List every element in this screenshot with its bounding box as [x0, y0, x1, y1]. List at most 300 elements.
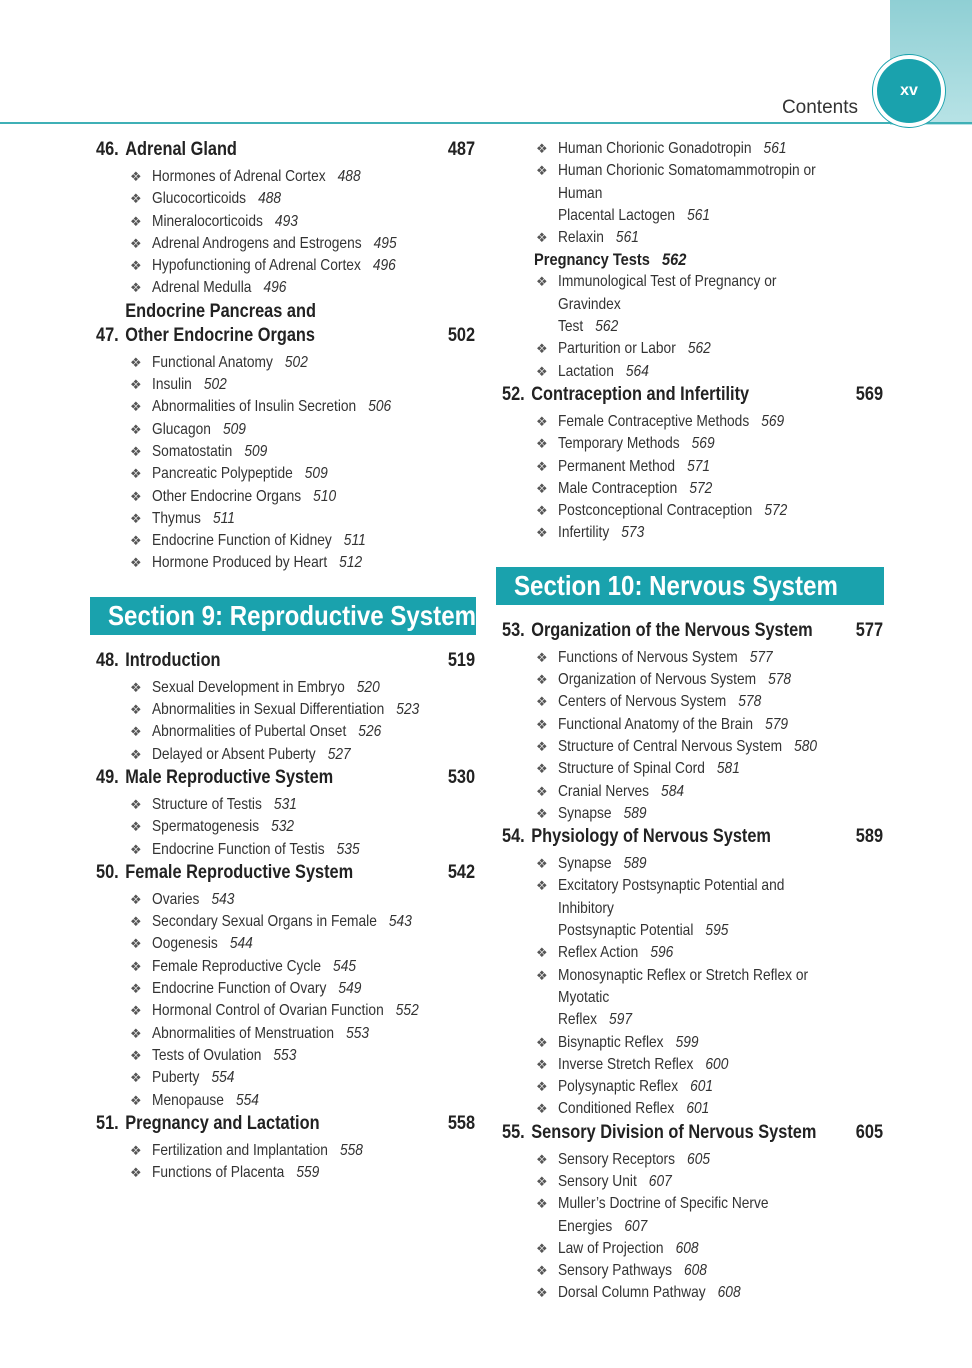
entry-text [558, 160, 838, 227]
chapter-heading [96, 861, 475, 885]
entry-text [558, 803, 647, 825]
diamond-bullet-icon: ❖ [130, 258, 142, 274]
chapter-page: 605 [855, 1121, 884, 1143]
toc-entry [536, 478, 884, 500]
entry-title: Bisynaptic Reflex [558, 1033, 664, 1051]
toc-entry [130, 396, 476, 418]
entry-page: 543 [211, 890, 235, 908]
entry-title: Immunological Test of Pregnancy or Gravindex [558, 273, 777, 313]
toc-entry [130, 1067, 476, 1089]
entry-title: Functions of Nervous System [558, 648, 738, 666]
right-chapters-bottom [502, 619, 884, 1305]
diamond-bullet-icon: ❖ [130, 1092, 142, 1108]
diamond-bullet-icon: ❖ [130, 819, 142, 835]
toc-entry [536, 160, 884, 227]
entry-text [152, 1045, 296, 1067]
toc-entry [536, 1149, 884, 1171]
entry-text [152, 744, 351, 766]
toc-entry [536, 500, 884, 522]
diamond-bullet-icon: ❖ [536, 230, 548, 246]
entry-title: Conditioned Reflex [558, 1100, 675, 1118]
chapter-page: 519 [447, 649, 476, 671]
diamond-bullet-icon: ❖ [130, 1142, 142, 1158]
toc-entry [130, 1140, 476, 1162]
entry-page: 512 [339, 554, 363, 572]
chapter-topics [502, 411, 884, 545]
chapter-page: 569 [855, 383, 884, 405]
diamond-bullet-icon: ❖ [130, 724, 142, 740]
entry-page: 577 [749, 648, 773, 666]
entry-title: Mineralocorticoids [152, 212, 263, 230]
toc-entry [130, 188, 476, 210]
toc-entry [130, 508, 476, 530]
toc-entry [130, 721, 476, 743]
entry-title: Spermatogenesis [152, 818, 260, 836]
chapter-title-line: Sensory Division of Nervous System [531, 1121, 817, 1143]
entry-page: 581 [716, 760, 740, 778]
entry-text [558, 1260, 707, 1282]
chapter-block [502, 1121, 884, 1305]
entry-page: 549 [338, 980, 362, 998]
entry-title: Adrenal Medulla [152, 279, 252, 297]
entry-title: Sensory Pathways [558, 1262, 672, 1280]
entry-title: Dorsal Column Pathway [558, 1284, 706, 1302]
toc-entry [130, 978, 476, 1000]
entry-title: Polysynaptic Reflex [558, 1078, 679, 1096]
chapter-block [96, 861, 476, 1112]
chapter-heading [96, 649, 475, 673]
entry-title: Sexual Development in Embryo [152, 678, 345, 696]
entry-text [558, 1282, 741, 1304]
entry-title: Female Contraceptive Methods [558, 412, 750, 430]
entry-page: 535 [336, 840, 360, 858]
entry-text [152, 1023, 369, 1045]
entry-text [558, 227, 639, 249]
chapter-number: 51. [96, 1112, 119, 1134]
entry-page: 553 [273, 1046, 297, 1064]
entry-title: Permanent Method [558, 457, 676, 475]
entry-page: 596 [650, 944, 674, 962]
entry-title: Temporary Methods [558, 435, 680, 453]
entry-text [558, 1098, 709, 1120]
toc-entry [130, 1090, 476, 1112]
toc-entry [536, 965, 884, 1032]
entry-text [558, 1193, 838, 1238]
entry-text [152, 166, 361, 188]
entry-text [558, 271, 838, 338]
chapter-title [125, 1112, 447, 1136]
toc-entry [130, 816, 476, 838]
diamond-bullet-icon: ❖ [536, 503, 548, 519]
entry-text [152, 211, 298, 233]
entry-page: 509 [304, 465, 328, 483]
toc-entry [130, 255, 476, 277]
entry-text [558, 478, 712, 500]
entry-page: 579 [765, 715, 789, 733]
chapter-heading [96, 1112, 475, 1136]
toc-entry [130, 166, 476, 188]
chapter-title-line: Pregnancy and Lactation [125, 1112, 320, 1134]
entry-page: 569 [761, 412, 785, 430]
diamond-bullet-icon: ❖ [130, 1070, 142, 1086]
left-chapters-top [96, 138, 476, 575]
entry-page: 580 [794, 737, 818, 755]
chapter-heading [96, 766, 475, 790]
entry-text [152, 721, 381, 743]
chapter-topics [502, 1149, 884, 1305]
toc-entry [536, 1171, 884, 1193]
chapter-title-line: Contraception and Infertility [531, 383, 750, 405]
toc-entry [536, 714, 884, 736]
chapter-heading [502, 1121, 883, 1145]
chapter-title-line: Endocrine Pancreas and [125, 300, 316, 322]
chapter-topics [96, 677, 476, 766]
toc-entry [536, 736, 884, 758]
toc-entry [130, 486, 476, 508]
entry-page: 545 [333, 957, 357, 975]
toc-entry [536, 1032, 884, 1054]
diamond-bullet-icon: ❖ [130, 399, 142, 415]
entry-title: Human Chorionic Somatomammotropin or Human [558, 162, 816, 202]
entry-title: Postconceptional Contraception [558, 502, 753, 520]
toc-entry [130, 463, 476, 485]
entry-text [152, 255, 396, 277]
entry-page: 600 [705, 1055, 729, 1073]
entry-text [558, 1171, 672, 1193]
diamond-bullet-icon: ❖ [130, 702, 142, 718]
chapter-number: 48. [96, 649, 119, 671]
section-9-banner [90, 597, 476, 635]
toc-entry [536, 1193, 884, 1238]
chapter-block [502, 383, 884, 545]
diamond-bullet-icon: ❖ [130, 1165, 142, 1181]
entry-page: 562 [595, 318, 619, 336]
entry-page: 601 [690, 1078, 714, 1096]
toc-entry [536, 433, 884, 455]
entry-title: Centers of Nervous System [558, 693, 727, 711]
entry-title-cont: Placental Lactogen [558, 206, 676, 224]
right-chapters-top [502, 383, 884, 545]
diamond-bullet-icon: ❖ [536, 1151, 548, 1167]
subheading-label: Pregnancy Tests [534, 250, 650, 270]
chapter-block [96, 138, 476, 300]
toc-entry [536, 875, 884, 942]
diamond-bullet-icon: ❖ [536, 163, 548, 179]
diamond-bullet-icon: ❖ [130, 235, 142, 251]
continued-items-2 [502, 271, 884, 382]
entry-title: Cranial Nerves [558, 782, 649, 800]
toc-entry [536, 271, 884, 338]
entry-text [152, 933, 253, 955]
entry-text [558, 138, 787, 160]
entry-title: Inverse Stretch Reflex [558, 1055, 694, 1073]
diamond-bullet-icon: ❖ [536, 672, 548, 688]
entry-page: 509 [222, 420, 246, 438]
diamond-bullet-icon: ❖ [130, 377, 142, 393]
toc-entry [536, 361, 884, 383]
entry-title: Organization of Nervous System [558, 671, 757, 689]
entry-title: Functional Anatomy of the Brain [558, 715, 754, 733]
entry-page: 502 [284, 353, 308, 371]
diamond-bullet-icon: ❖ [536, 967, 548, 983]
diamond-bullet-icon: ❖ [130, 354, 142, 370]
chapter-title-line: Physiology of Nervous System [531, 826, 771, 848]
toc-entry [536, 338, 884, 360]
entry-title: Synapse [558, 855, 612, 873]
entry-title: Structure of Testis [152, 795, 262, 813]
diamond-bullet-icon: ❖ [536, 878, 548, 894]
entry-text [152, 508, 235, 530]
chapter-topics [96, 1140, 476, 1185]
diamond-bullet-icon: ❖ [130, 958, 142, 974]
toc-entry [536, 227, 884, 249]
entry-text [152, 277, 286, 299]
toc-entry [130, 552, 476, 574]
chapter-block [96, 766, 476, 861]
entry-text [152, 978, 361, 1000]
entry-text [558, 691, 761, 713]
entry-page: 502 [203, 376, 227, 394]
entry-page: 561 [687, 206, 711, 224]
entry-text [558, 1149, 710, 1171]
entry-text [558, 1054, 728, 1076]
entry-title: Monosynaptic Reflex or Stretch Reflex or Myotatic [558, 966, 809, 1006]
entry-title: Synapse [558, 804, 612, 822]
entry-text [152, 816, 294, 838]
diamond-bullet-icon: ❖ [130, 981, 142, 997]
entry-page: 552 [395, 1002, 419, 1020]
entry-text [558, 875, 838, 942]
entry-page: 553 [346, 1024, 370, 1042]
left-column [96, 138, 476, 1184]
diamond-bullet-icon: ❖ [130, 533, 142, 549]
chapter-block [502, 825, 884, 1121]
entry-text [558, 522, 644, 544]
entry-title: Abnormalities in Sexual Differentiation [152, 701, 385, 719]
entry-title: Ovaries [152, 890, 200, 908]
chapter-heading [96, 138, 475, 162]
chapter-topics [502, 853, 884, 1121]
chapter-page: 589 [855, 826, 884, 848]
entry-title: Sensory Receptors [558, 1150, 676, 1168]
entry-title: Functions of Placenta [152, 1164, 285, 1182]
toc-entry [536, 803, 884, 825]
entry-text [558, 647, 773, 669]
toc-entry [130, 933, 476, 955]
toc-entry [130, 419, 476, 441]
chapter-heading [502, 825, 883, 849]
entry-page: 605 [687, 1150, 711, 1168]
diamond-bullet-icon: ❖ [536, 1240, 548, 1256]
toc-entry [130, 277, 476, 299]
entry-page: 558 [339, 1141, 363, 1159]
diamond-bullet-icon: ❖ [130, 936, 142, 952]
chapter-page: 530 [447, 766, 476, 788]
chapter-title [125, 649, 447, 673]
entry-title: Hormonal Control of Ovarian Function [152, 1002, 384, 1020]
entry-text [152, 552, 362, 574]
chapter-page: 502 [447, 324, 476, 346]
section-title: Section 9: Reproductive System [108, 599, 476, 631]
diamond-bullet-icon: ❖ [536, 805, 548, 821]
diamond-bullet-icon: ❖ [130, 213, 142, 229]
chapter-title-line-2: Other Endocrine Organs [125, 324, 316, 346]
diamond-bullet-icon: ❖ [130, 746, 142, 762]
entry-title: Structure of Spinal Cord [558, 760, 705, 778]
toc-entry [536, 1054, 884, 1076]
left-chapters-bottom [96, 649, 476, 1185]
entry-title: Muller’s Doctrine of Specific Nerve Energies [558, 1195, 769, 1235]
diamond-bullet-icon: ❖ [536, 783, 548, 799]
entry-title: Glucocorticoids [152, 190, 247, 208]
entry-page: 589 [623, 804, 647, 822]
chapter-topics [96, 794, 476, 861]
entry-page: 584 [661, 782, 685, 800]
toc-entry [130, 839, 476, 861]
entry-text [152, 839, 360, 861]
entry-text [152, 889, 234, 911]
chapter-block [96, 649, 476, 766]
entry-text [152, 441, 267, 463]
diamond-bullet-icon: ❖ [536, 1101, 548, 1117]
chapter-heading [502, 383, 883, 407]
diamond-bullet-icon: ❖ [536, 363, 548, 379]
entry-title: Lactation [558, 362, 614, 380]
entry-page: 569 [691, 435, 715, 453]
diamond-bullet-icon: ❖ [130, 191, 142, 207]
entry-title: Infertility [558, 524, 610, 542]
diamond-bullet-icon: ❖ [130, 443, 142, 459]
entry-page: 526 [358, 723, 382, 741]
right-column [502, 138, 884, 1305]
entry-title: Female Reproductive Cycle [152, 957, 322, 975]
diamond-bullet-icon: ❖ [536, 458, 548, 474]
entry-title: Glucagon [152, 420, 211, 438]
diamond-bullet-icon: ❖ [130, 841, 142, 857]
entry-page: 520 [356, 678, 380, 696]
entry-page: 561 [615, 229, 639, 247]
page-number-badge: xv [873, 55, 945, 127]
chapter-heading [96, 300, 475, 348]
entry-page: 496 [263, 279, 287, 297]
chapter-page: 577 [855, 619, 884, 641]
chapter-title [531, 825, 855, 849]
toc-entry [536, 1260, 884, 1282]
toc-entry [536, 1098, 884, 1120]
diamond-bullet-icon: ❖ [536, 738, 548, 754]
entry-page: 607 [648, 1172, 672, 1190]
entry-text [152, 530, 366, 552]
chapter-number: 54. [502, 826, 525, 848]
toc-entry [536, 691, 884, 713]
diamond-bullet-icon: ❖ [130, 679, 142, 695]
diamond-bullet-icon: ❖ [130, 914, 142, 930]
chapter-title-line: Introduction [125, 649, 221, 671]
entry-title: Hormones of Adrenal Cortex [152, 168, 326, 185]
entry-title: Functional Anatomy [152, 353, 273, 371]
diamond-bullet-icon: ❖ [536, 694, 548, 710]
toc-entry [536, 411, 884, 433]
entry-page: 511 [212, 509, 235, 527]
entry-page: 608 [675, 1239, 699, 1257]
chapter-title-line: Organization of the Nervous System [531, 619, 813, 641]
chapter-number: 46. [96, 139, 119, 160]
diamond-bullet-icon: ❖ [536, 525, 548, 541]
toc-entry [130, 233, 476, 255]
diamond-bullet-icon: ❖ [536, 141, 548, 156]
chapter-title-line: Male Reproductive System [125, 766, 334, 788]
diamond-bullet-icon: ❖ [130, 421, 142, 437]
entry-text [152, 956, 356, 978]
entry-title: Male Contraception [558, 479, 678, 497]
chapter-title [531, 619, 855, 643]
subheading-page: 562 [661, 250, 687, 270]
entry-title: Secondary Sexual Organs in Female [152, 913, 377, 931]
entry-title: Delayed or Absent Puberty [152, 745, 316, 763]
toc-entry [536, 647, 884, 669]
toc-entry [130, 352, 476, 374]
entry-text [558, 853, 647, 875]
entry-title: Law of Projection [558, 1239, 664, 1257]
entry-title: Relaxin [558, 229, 604, 247]
entry-text [558, 338, 711, 360]
toc-entry [130, 794, 476, 816]
entry-text [152, 911, 412, 933]
entry-title: Hormone Produced by Heart [152, 554, 328, 572]
entry-text [558, 781, 684, 803]
entry-text [558, 669, 791, 691]
entry-title: Thymus [152, 509, 201, 527]
toc-entry [130, 956, 476, 978]
entry-page: 559 [296, 1164, 320, 1182]
entry-title: Insulin [152, 376, 192, 394]
entry-page: 597 [609, 1011, 633, 1029]
chapter-page: 558 [447, 1112, 476, 1134]
entry-text [152, 1067, 234, 1089]
section-10-banner [496, 567, 884, 605]
entry-text [152, 419, 246, 441]
entry-title: Adrenal Androgens and Estrogens [152, 234, 362, 252]
diamond-bullet-icon: ❖ [130, 280, 142, 296]
entry-text [152, 352, 308, 374]
diamond-bullet-icon: ❖ [536, 649, 548, 665]
entry-text [152, 677, 380, 699]
entry-page: 511 [343, 532, 366, 550]
entry-title: Somatostatin [152, 442, 233, 460]
entry-title: Other Endocrine Organs [152, 487, 302, 505]
diamond-bullet-icon: ❖ [536, 1263, 548, 1279]
entry-text [152, 1000, 419, 1022]
toc-entry [536, 522, 884, 544]
diamond-bullet-icon: ❖ [536, 274, 548, 290]
toc-entry [130, 677, 476, 699]
entry-text [152, 1140, 363, 1162]
entry-text [152, 463, 328, 485]
diamond-bullet-icon: ❖ [130, 466, 142, 482]
entry-page: 554 [235, 1091, 259, 1109]
entry-text [558, 500, 787, 522]
diamond-bullet-icon: ❖ [536, 436, 548, 452]
entry-text [152, 1090, 259, 1112]
diamond-bullet-icon: ❖ [130, 1025, 142, 1041]
toc-entry [536, 758, 884, 780]
entry-page: 527 [327, 745, 351, 763]
entry-page: 571 [687, 457, 711, 475]
entry-page: 595 [705, 922, 729, 940]
subheading-pregnancy-tests [534, 249, 835, 271]
chapter-number: 47. [96, 324, 119, 346]
toc-entry [130, 1162, 476, 1184]
